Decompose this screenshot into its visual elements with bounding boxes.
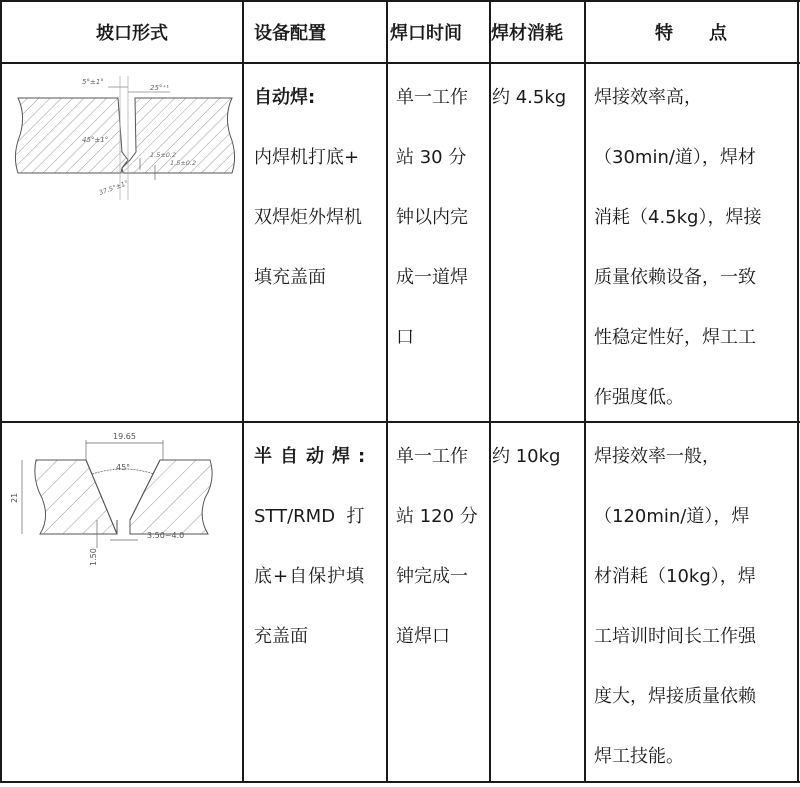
features-cell-semi-auto [594,427,756,787]
header-equipment [254,0,384,63]
feature-line: 质量依赖设备，一致 [594,267,756,288]
header-weld-time [390,0,488,63]
time-line: 单一工作 [396,446,468,467]
bevel-drawing-icon [10,70,240,205]
weld-time-cell-auto [396,68,468,368]
header-label: 焊材消耗 [491,22,563,44]
time-line: 道焊口 [396,626,450,647]
border-right [797,0,799,783]
equipment-title: 半自动焊: [254,446,374,467]
time-line: 成一道焊 [396,267,468,288]
svg-text:25°⁺¹: 25°⁺¹ [150,84,169,92]
feature-line: （120min/道），焊 [594,506,750,527]
time-line: 站 120 分 [396,506,478,527]
header-groove-type [2,0,242,63]
feature-line: 度大，焊接质量依赖 [594,686,756,707]
svg-text:45°±1°: 45°±1° [82,136,109,144]
svg-text:19.65: 19.65 [113,432,136,441]
svg-text:1.50: 1.50 [89,548,98,566]
equipment-line: 双焊炬外焊机 [254,207,362,228]
divider-col2 [386,0,388,783]
equipment-line: 底+自保护填 [254,566,366,587]
feature-line: 性稳定性好，焊工工 [594,327,756,348]
equipment-line: 充盖面 [254,626,308,647]
groove-diagram-narrow-gap [10,70,240,205]
border-left [0,0,2,783]
time-line: 钟以内完 [396,207,468,228]
feature-line: 焊接效率高， [594,87,702,108]
svg-text:37.5°±1°: 37.5°±1° [97,178,130,197]
svg-text:3.50~4.0: 3.50~4.0 [147,531,185,540]
groove-diagram-v-bevel [10,428,240,578]
feature-line: 焊工技能。 [594,746,684,767]
consumption-value: 约 4.5kg [492,87,567,108]
equipment-line: 内焊机打底+ [254,147,360,168]
svg-text:45°: 45° [116,463,131,472]
svg-text:21: 21 [10,492,19,503]
header-label: 坡口形式 [96,22,168,44]
equipment-line: 填充盖面 [254,267,326,288]
time-line: 钟完成一 [396,566,468,587]
divider-col1 [242,0,244,783]
header-features [586,0,796,63]
feature-line: 消耗（4.5kg），焊接 [594,207,762,228]
time-line: 单一工作 [396,87,468,108]
svg-text:5°±1°: 5°±1° [82,78,104,86]
header-consumption [491,0,583,63]
svg-text:1.5±0.2: 1.5±0.2 [150,151,177,159]
feature-line: 材消耗（10kg），焊 [594,566,756,587]
divider-col3 [489,0,491,783]
equipment-cell-auto [254,68,362,308]
consumption-cell-semi-auto [492,427,560,487]
svg-text:1.5±0.2: 1.5±0.2 [170,159,197,167]
time-line: 口 [396,327,414,348]
equipment-cell-semi-auto [254,427,373,667]
equipment-title: 自动焊: [254,87,316,108]
feature-line: （30min/道），焊材 [594,147,756,168]
divider-col4 [584,0,586,783]
weld-time-cell-semi-auto [396,427,478,667]
features-cell-auto [594,68,761,428]
consumption-cell-auto [492,68,566,128]
feature-line: 工培训时间长工作强 [594,626,756,647]
consumption-value: 约 10kg [492,446,561,467]
time-line: 站 30 分 [396,147,467,168]
feature-line: 焊接效率一般， [594,446,720,467]
header-label: 焊口时间 [390,22,462,44]
header-label: 特 点 [655,22,727,44]
feature-line: 作强度低。 [594,387,684,408]
bevel-drawing-icon [10,428,240,578]
header-label: 设备配置 [254,22,326,44]
equipment-line: STT/RMD 打 [254,506,365,527]
